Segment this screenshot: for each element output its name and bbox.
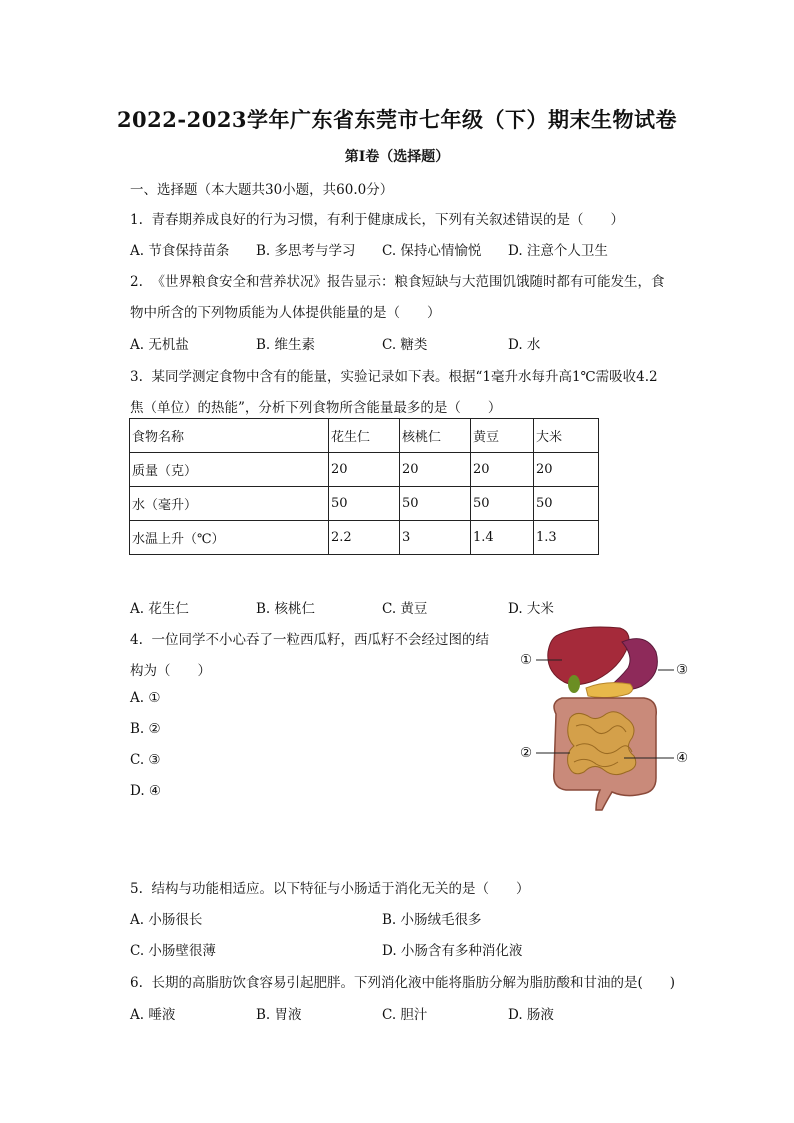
question-6-text: 6. 长期的高脂肪饮食容易引起肥胖。下列消化液中能将脂肪分解为脂肪酸和甘油的是( ) xyxy=(130,975,675,991)
option-c: C. 黄豆 xyxy=(382,601,428,617)
option-d: D. 大米 xyxy=(508,601,554,617)
digestive-system-diagram xyxy=(516,622,696,812)
option-c: C. 小肠壁很薄 xyxy=(130,943,216,959)
option-b: B. 核桃仁 xyxy=(256,601,316,617)
table-row xyxy=(130,487,599,521)
option-b: B. 胃液 xyxy=(256,1007,302,1023)
question-3-text-line2: 焦（单位）的热能”，分析下列食物所含能量最多的是（ ） xyxy=(130,400,502,416)
table-cell: 50 xyxy=(471,487,534,521)
option-a: A. 节食保持苗条 xyxy=(130,243,230,259)
question-2-text-line2: 物中所含的下列物质能为人体提供能量的是（ ） xyxy=(130,305,441,321)
table-cell: 1.4 xyxy=(471,521,534,555)
table-cell: 花生仁 xyxy=(329,419,400,453)
question-4-text-line1: 4. 一位同学不小心吞了一粒西瓜籽，西瓜籽不会经过图的结 xyxy=(130,632,489,648)
option-c: C. 糖类 xyxy=(382,337,428,353)
option-a: A. ① xyxy=(130,690,161,706)
exam-title: 2022-2023学年广东省东莞市七年级（下）期末生物试卷 xyxy=(116,107,678,132)
food-energy-table xyxy=(129,418,599,555)
option-a: A. 小肠很长 xyxy=(130,912,203,928)
option-a: A. 花生仁 xyxy=(130,601,189,617)
table-cell: 20 xyxy=(534,453,599,487)
table-cell: 20 xyxy=(471,453,534,487)
option-d: D. 小肠含有多种消化液 xyxy=(382,943,523,959)
table-cell: 3 xyxy=(400,521,471,555)
table-cell: 50 xyxy=(400,487,471,521)
question-1-text: 1. 青春期养成良好的行为习惯，有利于健康成长，下列有关叙述错误的是（ ） xyxy=(130,212,624,228)
table-cell: 2.2 xyxy=(329,521,400,555)
option-b: B. 维生素 xyxy=(256,337,316,353)
liver-shape xyxy=(548,627,629,685)
digestive-system-illustration xyxy=(516,622,696,812)
table-cell: 水温上升（℃） xyxy=(130,521,329,555)
table-cell: 1.3 xyxy=(534,521,599,555)
option-d: D. 水 xyxy=(508,337,541,353)
section-heading: 一、选择题（本大题共30小题，共60.0分） xyxy=(130,182,394,198)
option-d: D. ④ xyxy=(130,783,162,799)
option-a: A. 唾液 xyxy=(130,1007,176,1023)
option-d: D. 注意个人卫生 xyxy=(508,243,608,259)
table-cell: 黄豆 xyxy=(471,419,534,453)
option-b: B. 多思考与学习 xyxy=(256,243,356,259)
option-b: B. 小肠绒毛很多 xyxy=(382,912,482,928)
table-cell: 20 xyxy=(400,453,471,487)
question-3-text-line1: 3. 某同学测定食物中含有的能量，实验记录如下表。根据“1毫升水每升高1℃需吸收4.2 xyxy=(130,369,658,385)
table-row xyxy=(130,419,599,453)
option-c: C. 胆汁 xyxy=(382,1007,428,1023)
volume-heading: 第I卷（选择题） xyxy=(344,149,450,165)
table-cell: 水（毫升） xyxy=(130,487,329,521)
option-b: B. ② xyxy=(130,721,161,737)
label-4: ④ xyxy=(676,750,689,766)
table-row xyxy=(130,521,599,555)
label-1: ① xyxy=(520,652,533,668)
pancreas-shape xyxy=(586,683,633,698)
question-5-text: 5. 结构与功能相适应。以下特征与小肠适于消化无关的是（ ） xyxy=(130,881,530,897)
table-cell: 食物名称 xyxy=(130,419,329,453)
gallbladder-shape xyxy=(568,675,580,693)
question-2-text-line1: 2. 《世界粮食安全和营养状况》报告显示：粮食短缺与大范围饥饿随时都有可能发生，食 xyxy=(130,274,665,290)
small-intestine-shape xyxy=(568,712,636,775)
table-cell: 大米 xyxy=(534,419,599,453)
table-row xyxy=(130,453,599,487)
option-d: D. 肠液 xyxy=(508,1007,554,1023)
option-c: C. 保持心情愉悦 xyxy=(382,243,482,259)
option-c: C. ③ xyxy=(130,752,161,768)
question-4-text-line2: 构为（ ） xyxy=(130,663,211,679)
label-3: ③ xyxy=(676,662,689,678)
option-a: A. 无机盐 xyxy=(130,337,189,353)
table-cell: 质量（克） xyxy=(130,453,329,487)
table-cell: 50 xyxy=(534,487,599,521)
table-cell: 核桃仁 xyxy=(400,419,471,453)
table-cell: 50 xyxy=(329,487,400,521)
label-2: ② xyxy=(520,745,533,761)
table-cell: 20 xyxy=(329,453,400,487)
